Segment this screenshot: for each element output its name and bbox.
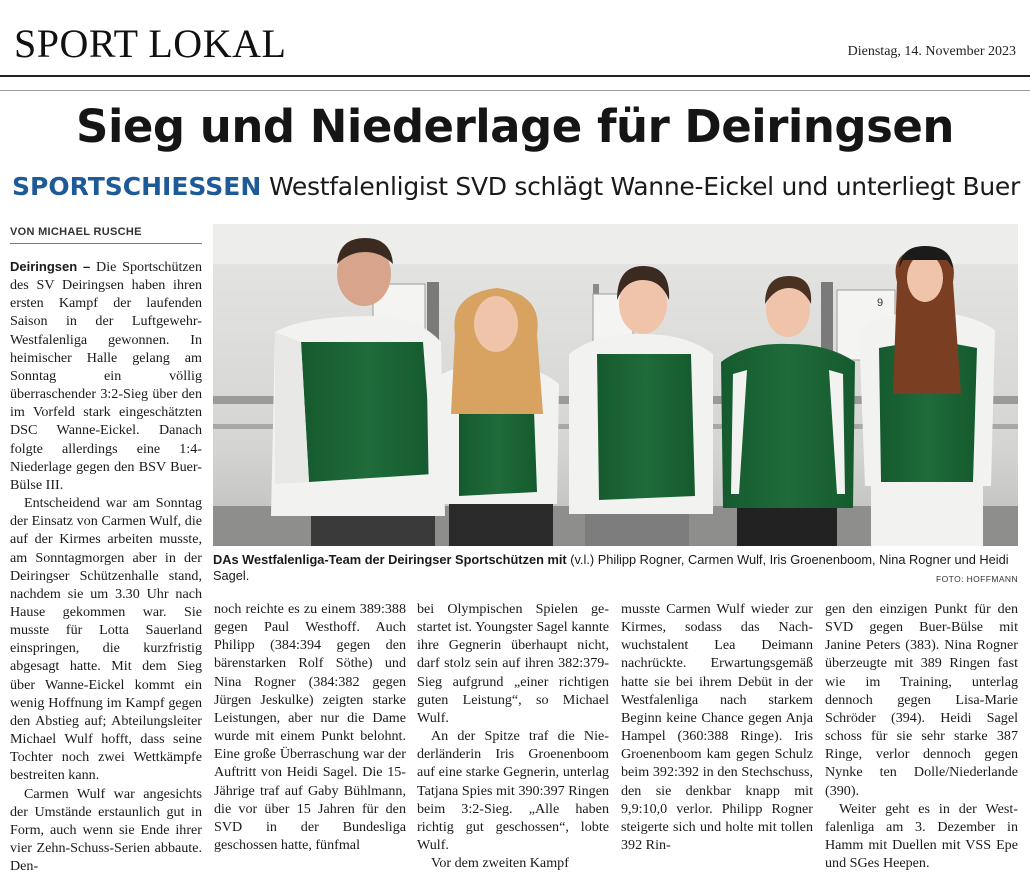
issue-date: Dienstag, 14. November 2023 [847, 44, 1016, 59]
team-photo-image [213, 224, 1018, 546]
paragraph: gen den einzigen Punkt für den SVD gegen Buer-Bülse mit Janine Peters (383). Nina Rogner überzeugte mit 389 Ringen fast wie im Training, unterlag dennoch gegen Lisa-Marie Schröder (394). Heidi Sagel schoss für sie sehr starke 387 Ringe, verlor dennoch gegen Nynke ten Dolle/Niederlande (390). [825, 601, 1018, 799]
caption-text: (v.l.) Philipp Rogner, Carmen Wulf, Iris Groenenboom, Nina Rogner und Heidi Sagel. [213, 552, 1009, 583]
masthead-thin-rule [0, 90, 1030, 91]
paragraph: Vor dem zweiten Kampf [431, 855, 569, 872]
photo-caption [213, 552, 1018, 584]
article-headline: Sieg und Niederlage für Deiringsen [76, 100, 954, 153]
team-photo [213, 224, 1018, 546]
caption-lead: DAs Westfalenliga-Team der Deiringser Sportschützen mit [213, 552, 567, 567]
article-column-3 [417, 600, 609, 872]
byline: VON MICHAEL RUSCHE [10, 226, 142, 238]
subheadline-text: Westfalenligist SVD schlägt Wanne-Eickel und unterliegt Buer [268, 172, 1020, 201]
paragraph: musste Carmen Wulf wieder zur Kirmes, sodass das Nachwuchstalent Lea Deimann nachrückte. Erwartungsgemäß hatte sie bei ihrem Debüt in der Westfalenliga nach starkem Beginn keine Chance gegen Anja Hampel (360:388 Ringe). Iris Groenenboom kam gegen Schulz beim 392:392 in den Stechschuss, den sie denkbar knapp mit 9,9:10,0 verlor. Philipp Rogner steigerte sich und holte mit tollen 392 Rin- [621, 601, 813, 854]
paragraph: Entscheidend war am Sonntag der Einsatz von Carmen Wulf, die auf der Kirmes arbeiten musste, am Sonntagmorgen aber in der Deiringser Schützenhalle stand, nachdem sie um 3.30 Uhr nach Hause gekommen war. Sie musste für Lotta Sauerland einspringen, die kurzfristig abgesagt hatte. Mit dem Sieg über Wanne-Eickel kommt ein wenig Hoffnung im Kampf gegen den Abstieg auf; Abteilungsleiter Michael Wulf hofft, dass seine Tochter noch zwei Wettkämpfe bestreiten kann. [10, 495, 202, 784]
paragraph: An der Spitze traf die Niederländerin Iris Groenenboom auf eine starke Gegnerin, unterlag Tatjana Spies mit 390:397 Ringen beim 3:2-Sieg. „Alle haben richtig gut geschossen“, lobte Wulf. [417, 728, 609, 854]
kicker: SPORTSCHIESSEN [12, 172, 262, 201]
paragraph: Weiter geht es in der Westfalenliga am 3. Dezember in Hamm mit Duellen mit VSS Epe und SGes Heepen. [825, 800, 1018, 872]
section-title: SPORT LOKAL [14, 21, 287, 66]
article-column-2 [214, 600, 406, 854]
article-column-5 [825, 600, 1018, 872]
paragraph: Deiringsen – Die Sportschützen des SV Deiringsen haben ihren ersten Kampf der laufenden Saison in der Luftgewehr-Westfalenliga gewonnen. In heimischer Halle gelang am Sonntag ein völlig überraschender 3:2-Sieg über den im Vorfeld stark eingeschätzten DSC Wanne-Eickel. Danach folgte allerdings eine 1:4-Niederlage gegen den BSV Buer-Bülse III. [10, 259, 202, 493]
paragraph: noch reichte es zu einem 389:388 gegen Paul Westhoff. Auch Philipp (384:394 gegen den bärenstarken Rolf Söthe) und Nina Rogner (384:382 gegen Jürgen Jeskulke) zeigten starke Leistungen, aber nur die Dame wurde mit einem Punkt belohnt. Eine große Überraschung war der Auftritt von Heidi Sagel. Die 15-Jährige traf auf Gaby Bühlmann, die vor über 15 Jahren für den SVD in der Bundesliga geschossen hatte, fünfmal [214, 601, 406, 854]
paragraph: Carmen Wulf war angesichts der Umstände erstaunlich gut in Form, auch wenn sie Ende ihrer vier Zehn-Schuss-Serien abbaute. Den- [10, 785, 202, 875]
dateline: Deiringsen – [10, 259, 91, 274]
article-column-1 [10, 258, 202, 875]
photo-credit: FOTO: HOFFMANN [936, 574, 1018, 584]
lane-number: 9 [877, 297, 884, 309]
article-column-4 [621, 600, 813, 854]
paragraph: bei Olympischen Spielen gestartet ist. Youngster Sagel kannte ihre Gegnerin überhaupt nicht, darf stolz sein auf ihren 382:379-Sieg aufgrund „einer richtigen guten Leistung“, so Michael Wulf. [417, 601, 609, 726]
byline-rule [10, 243, 202, 244]
article-subheadline [12, 172, 1022, 201]
masthead [0, 0, 1030, 72]
masthead-rule [0, 75, 1030, 77]
